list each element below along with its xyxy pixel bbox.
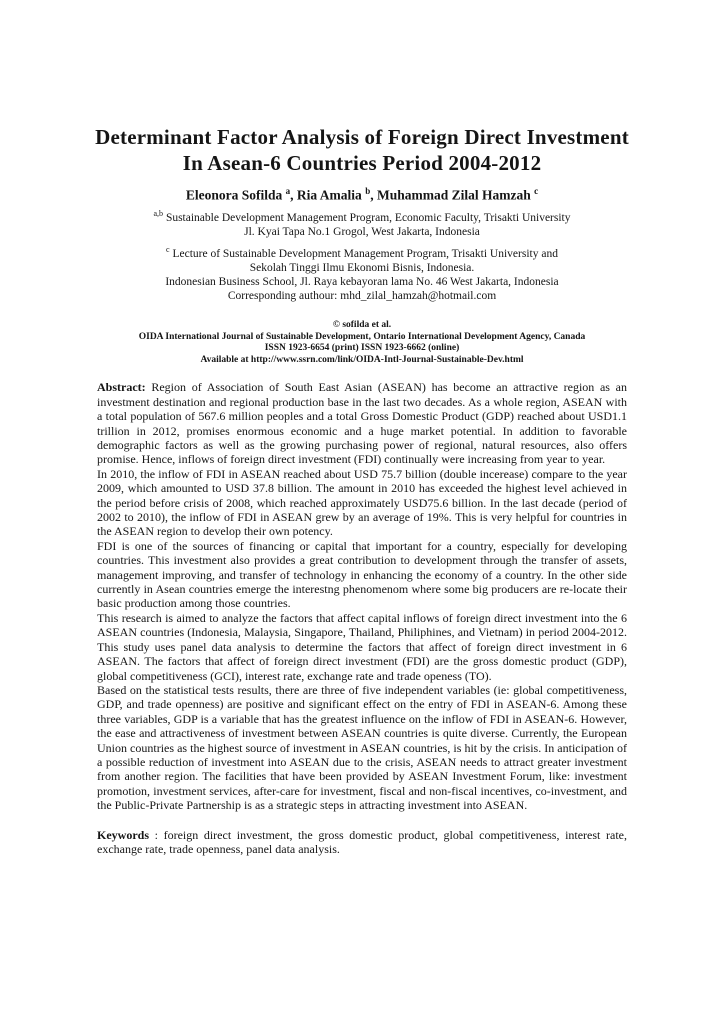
paper-title — [0, 0, 724, 176]
affiliation-text: Lecture of Sustainable Development Management Program, Trisakti University and — [169, 247, 558, 260]
affiliation-line: Sekolah Tinggi Ilmu Ekonomi Bisnis, Indonesia. — [249, 261, 475, 274]
paper-title-line2: In Asean-6 Countries Period 2004-2012 — [182, 151, 542, 175]
affiliation-line: Jl. Kyai Tapa No.1 Grogol, West Jakarta, Indonesia — [244, 225, 480, 238]
issn-line: ISSN 1923-6654 (print) ISSN 1923-6662 (online) — [264, 343, 460, 354]
authors-line — [0, 186, 724, 204]
journal-line: OIDA International Journal of Sustainable Development, Ontario International Development Agency, Canada — [138, 331, 586, 342]
availability-line: Available at http://www.ssrn.com/link/OIDA-Intl-Journal-Sustainable-Dev.html — [200, 354, 524, 365]
affiliation-block — [0, 207, 724, 304]
copyright-line: © sofilda et al. — [332, 320, 392, 331]
abstract-paragraph: In 2010, the inflow of FDI in ASEAN reached about USD 75.7 billion (double incerease) compare to the year 2009, which amounted to USD 37.8 billion. The amount in 2010 has exceeded the highest level achieved in the period before crisis of 2008, which reached approximately USD75.6 billion. In the last decade (period of 2002 to 2010), the inflow of FDI in ASEAN grew by an average of 19%. This is very helpful for countries in the ASEAN region to develop their own potency. — [97, 466, 627, 539]
keywords-text: : foreign direct investment, the gross domestic product, global competitiveness, interest rate, exchange rate, trade openness, panel data analysis. — [97, 827, 627, 856]
abstract-paragraph: FDI is one of the sources of financing or capital that important for a country, especially for developing countries. This investment also provides a great contribution to development through the transfer of assets, management improving, and transfer of technology in enhancing the economy of a country. In the other side currently in Asean countries emerge the interestng phenomenom where some big producers are re-locate their basic production among those countries. — [97, 538, 627, 611]
paper-title-line1: Determinant Factor Analysis of Foreign Direct Investment — [95, 125, 629, 149]
affiliation-superscript: c — [166, 244, 170, 254]
affiliation-line — [0, 243, 724, 261]
abstract-paragraph — [97, 380, 627, 466]
corresponding-author-line: Corresponding authour: mhd_zilal_hamzah@hotmail.com — [227, 290, 497, 303]
abstract-text: Region of Association of South East Asian (ASEAN) has become an attractive region as an investment destination and regional production base in the last two decades. As a whole region, ASEAN with a total population of 567.6 million peoples and a total Gross Domestic Product (GDP) reached about USD1.1 trillion in 2012, promises enormous economic and a huge market potential. In addition to favorable demographic factors as well as the growing purchasing power of regional, natural resources, also offers promise. Hence, inflows of foreign direct investment (FDI) continually were increasing from year to year. — [97, 380, 627, 467]
author-separator: , — [290, 187, 297, 203]
author-name: Eleonora Sofilda — [185, 187, 286, 203]
author-name: Muhammad Zilal Hamzah — [376, 187, 535, 203]
abstract-paragraph: This research is aimed to analyze the factors that affect capital inflows of foreign direct investment into the 6 ASEAN countries (Indonesia, Malaysia, Singapore, Thailand, Philiphines, and Vietnam) in period 2004-2012. This study uses panel data analysis to determine the factors that affect of foreign direct investment in 6 ASEAN. The factors that affect of foreign direct investment (FDI) are the gross domestic product (GDP), global competitiveness (GCI), interest rate, exchange rate and trade openess (TO). — [97, 610, 627, 683]
abstract-label: Abstract: — [97, 380, 146, 395]
abstract-paragraph: Based on the statistical tests results, there are three of five independent variables (ie: global competitiveness, GDP, and trade openness) are positive and significant effect on the entry of FDI in ASEAN-6. Among these three variables, GDP is a variable that has the greatest influence on the inflow of FDI in ASEAN-6. However, the ease and attractiveness of investment between ASEAN countries is quite diverse. Currently, the European Union countries as the highest source of investment in ASEAN countries, is hit by the crisis. In anticipation of a possible reduction of investment into ASEAN due to the crisis, ASEAN needs to attract greater investment from another region. The facilities that have been provided by ASEAN Investment Forum, like: investment promotion, investment services, after-care for investment, fiscal and non-fiscal incentives, co-investment, and the Public-Private Partnership is as a strategic steps in attracting investment into ASEAN. — [97, 682, 627, 813]
affiliation-superscript: a,b — [153, 208, 164, 218]
affiliation-line: Indonesian Business School, Jl. Raya kebayoran lama No. 46 West Jakarta, Indonesia — [165, 275, 559, 288]
copyright-block — [0, 320, 724, 366]
author-superscript: c — [534, 186, 539, 196]
abstract-section — [97, 380, 627, 856]
author-name: Ria Amalia — [296, 187, 366, 203]
affiliation-line — [0, 207, 724, 225]
affiliation-text: Sustainable Development Management Program, Economic Faculty, Trisakti University — [163, 211, 571, 224]
keywords-paragraph — [97, 828, 627, 857]
author-superscript: b — [365, 186, 371, 196]
keywords-label: Keywords — [97, 827, 149, 842]
author-separator: , — [370, 187, 377, 203]
author-superscript: a — [285, 186, 291, 196]
